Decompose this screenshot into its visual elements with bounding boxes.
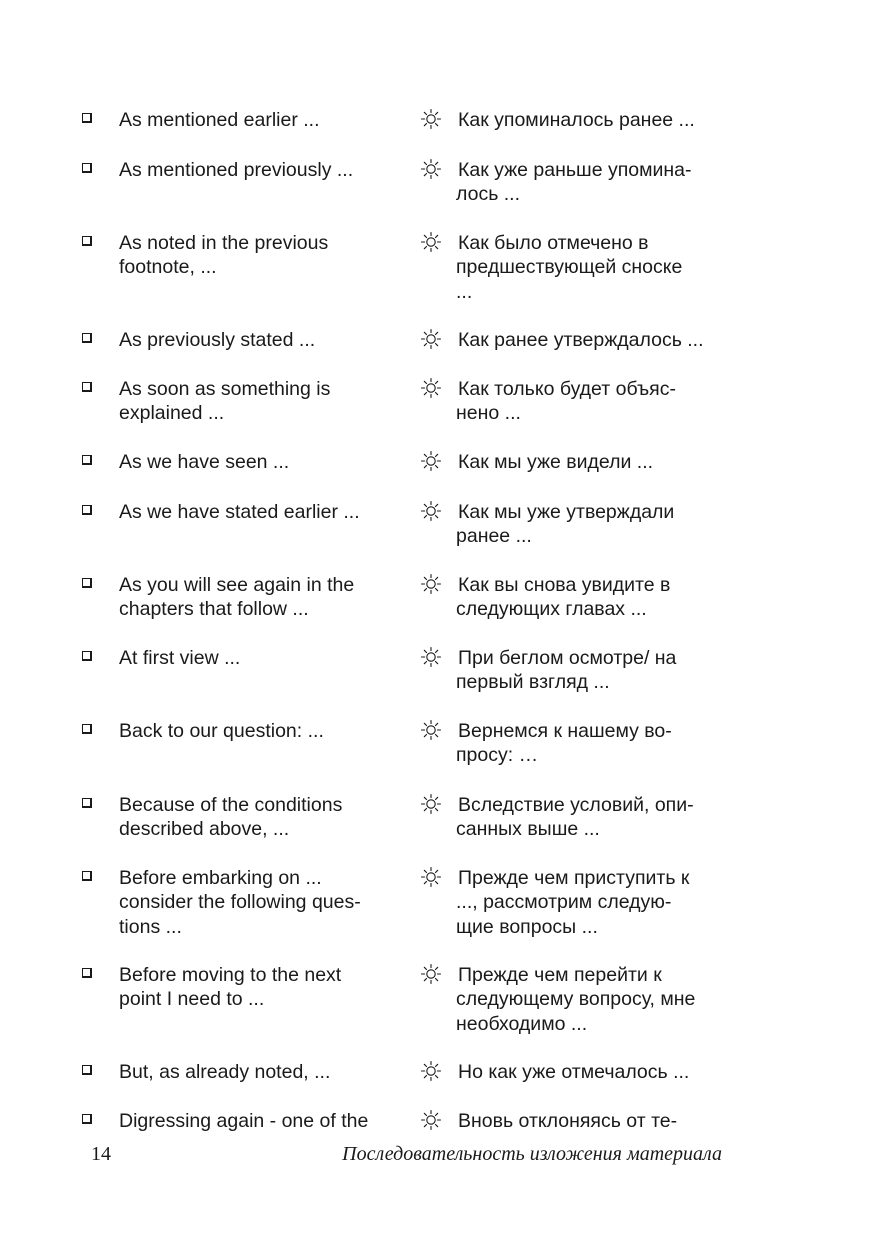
russian-translation bbox=[456, 377, 718, 426]
english-phrase bbox=[119, 646, 399, 670]
sun-bullet-icon bbox=[420, 793, 442, 815]
russian-translation-line: ранее ... bbox=[456, 525, 532, 548]
english-phrase bbox=[119, 377, 399, 426]
english-phrase-line: At first view ... bbox=[119, 647, 241, 669]
english-phrase bbox=[119, 793, 399, 842]
russian-translation-line: первый взгляд ... bbox=[456, 671, 610, 694]
english-phrase bbox=[119, 866, 399, 939]
english-phrase-line: consider the following ques- bbox=[119, 891, 361, 914]
english-phrase-line: As soon as something is bbox=[119, 378, 331, 400]
page-number: 14 bbox=[91, 1143, 111, 1165]
english-phrase bbox=[119, 573, 399, 622]
sun-bullet-icon bbox=[420, 1109, 442, 1131]
russian-translation-line: Как мы уже видели ... bbox=[458, 451, 654, 473]
russian-translation-line: предшествующей сноске bbox=[456, 256, 683, 279]
russian-translation bbox=[456, 646, 718, 695]
english-phrase-line: As noted in the previous bbox=[119, 232, 329, 254]
square-bullet-icon bbox=[82, 236, 92, 246]
english-phrase-line: As you will see again in the bbox=[119, 574, 355, 596]
russian-translation-line: Вследствие условий, опи- bbox=[458, 794, 694, 816]
russian-translation bbox=[456, 450, 718, 474]
sun-bullet-icon bbox=[420, 108, 442, 130]
square-bullet-icon bbox=[82, 382, 92, 392]
sun-bullet-icon bbox=[420, 500, 442, 522]
english-phrase-line: point I need to ... bbox=[119, 988, 265, 1011]
russian-translation-line: Как мы уже утверждали bbox=[458, 501, 675, 523]
square-bullet-icon bbox=[82, 113, 92, 123]
english-phrase-line: As previously stated ... bbox=[119, 329, 316, 351]
english-phrase-line: Back to our question: ... bbox=[119, 720, 324, 742]
sun-bullet-icon bbox=[420, 866, 442, 888]
russian-translation bbox=[456, 108, 718, 132]
english-phrase-line: tions ... bbox=[119, 915, 182, 938]
square-bullet-icon bbox=[82, 163, 92, 173]
russian-translation-line: необходимо ... bbox=[456, 1012, 588, 1035]
english-phrase bbox=[119, 158, 399, 182]
english-phrase bbox=[119, 450, 399, 474]
english-phrase-line: Because of the conditions bbox=[119, 794, 343, 816]
square-bullet-icon bbox=[82, 798, 92, 808]
russian-translation-line: Как только будет объяс- bbox=[458, 378, 676, 400]
square-bullet-icon bbox=[82, 505, 92, 515]
russian-translation-line: просу: … bbox=[456, 744, 539, 767]
english-phrase bbox=[119, 231, 399, 280]
russian-translation bbox=[456, 328, 718, 352]
russian-translation-line: ..., рассмотрим следую- bbox=[456, 891, 672, 914]
russian-translation-line: нено ... bbox=[456, 402, 521, 425]
square-bullet-icon bbox=[82, 651, 92, 661]
russian-translation-line: Как упоминалось ранее ... bbox=[458, 109, 695, 131]
english-phrase bbox=[119, 719, 399, 743]
russian-translation bbox=[456, 500, 718, 549]
russian-translation-line: щие вопросы ... bbox=[456, 915, 598, 938]
russian-translation-line: следующих главах ... bbox=[456, 598, 647, 621]
english-phrase bbox=[119, 500, 399, 524]
english-phrase bbox=[119, 1060, 399, 1084]
english-phrase bbox=[119, 963, 399, 1012]
square-bullet-icon bbox=[82, 333, 92, 343]
russian-translation-line: Но как уже отмечалось ... bbox=[458, 1061, 690, 1083]
sun-bullet-icon bbox=[420, 328, 442, 350]
russian-translation-line: Как было отмечено в bbox=[458, 232, 649, 254]
sun-bullet-icon bbox=[420, 719, 442, 741]
square-bullet-icon bbox=[82, 1065, 92, 1075]
english-phrase bbox=[119, 108, 399, 132]
sun-bullet-icon bbox=[420, 573, 442, 595]
english-phrase-line: As we have stated earlier ... bbox=[119, 501, 360, 523]
russian-translation-line: Вновь отклоняясь от те- bbox=[458, 1110, 678, 1132]
square-bullet-icon bbox=[82, 578, 92, 588]
english-phrase bbox=[119, 1109, 399, 1133]
russian-translation bbox=[456, 963, 718, 1036]
russian-translation-line: Вернемся к нашему во- bbox=[458, 720, 672, 742]
english-phrase-line: footnote, ... bbox=[119, 256, 217, 279]
russian-translation-line: следующему вопросу, мне bbox=[456, 988, 696, 1011]
russian-translation-line: Как ранее утверждалось ... bbox=[458, 329, 704, 351]
english-phrase-line: chapters that follow ... bbox=[119, 598, 309, 621]
russian-translation bbox=[456, 719, 718, 768]
english-phrase-line: Before embarking on ... bbox=[119, 867, 322, 889]
square-bullet-icon bbox=[82, 968, 92, 978]
sun-bullet-icon bbox=[420, 646, 442, 668]
russian-translation bbox=[456, 866, 718, 939]
running-title: Последовательность изложения материала bbox=[342, 1143, 722, 1165]
square-bullet-icon bbox=[82, 1114, 92, 1124]
sun-bullet-icon bbox=[420, 231, 442, 253]
english-phrase-line: described above, ... bbox=[119, 818, 290, 841]
russian-translation bbox=[456, 231, 718, 304]
square-bullet-icon bbox=[82, 871, 92, 881]
sun-bullet-icon bbox=[420, 963, 442, 985]
russian-translation-line: Прежде чем перейти к bbox=[458, 964, 662, 986]
russian-translation-line: ... bbox=[456, 280, 473, 303]
russian-translation bbox=[456, 158, 718, 207]
russian-translation-line: Как уже раньше упомина- bbox=[458, 159, 692, 181]
english-phrase bbox=[119, 328, 399, 352]
sun-bullet-icon bbox=[420, 450, 442, 472]
russian-translation bbox=[456, 793, 718, 842]
russian-translation bbox=[456, 1060, 718, 1084]
square-bullet-icon bbox=[82, 455, 92, 465]
russian-translation bbox=[456, 573, 718, 622]
russian-translation-line: лось ... bbox=[456, 183, 521, 206]
russian-translation bbox=[456, 1109, 718, 1133]
russian-translation-line: Как вы снова увидите в bbox=[458, 574, 671, 596]
square-bullet-icon bbox=[82, 724, 92, 734]
russian-translation-line: Прежде чем приступить к bbox=[458, 867, 690, 889]
english-phrase-line: But, as already noted, ... bbox=[119, 1061, 331, 1083]
english-phrase-line: explained ... bbox=[119, 402, 225, 425]
russian-translation-line: При беглом осмотре/ на bbox=[458, 647, 677, 669]
english-phrase-line: Before moving to the next bbox=[119, 964, 342, 986]
sun-bullet-icon bbox=[420, 377, 442, 399]
english-phrase-line: As mentioned previously ... bbox=[119, 159, 354, 181]
sun-bullet-icon bbox=[420, 1060, 442, 1082]
russian-translation-line: санных выше ... bbox=[456, 818, 600, 841]
english-phrase-line: As mentioned earlier ... bbox=[119, 109, 320, 131]
english-phrase-line: Digressing again - one of the bbox=[119, 1110, 369, 1132]
sun-bullet-icon bbox=[420, 158, 442, 180]
english-phrase-line: As we have seen ... bbox=[119, 451, 290, 473]
